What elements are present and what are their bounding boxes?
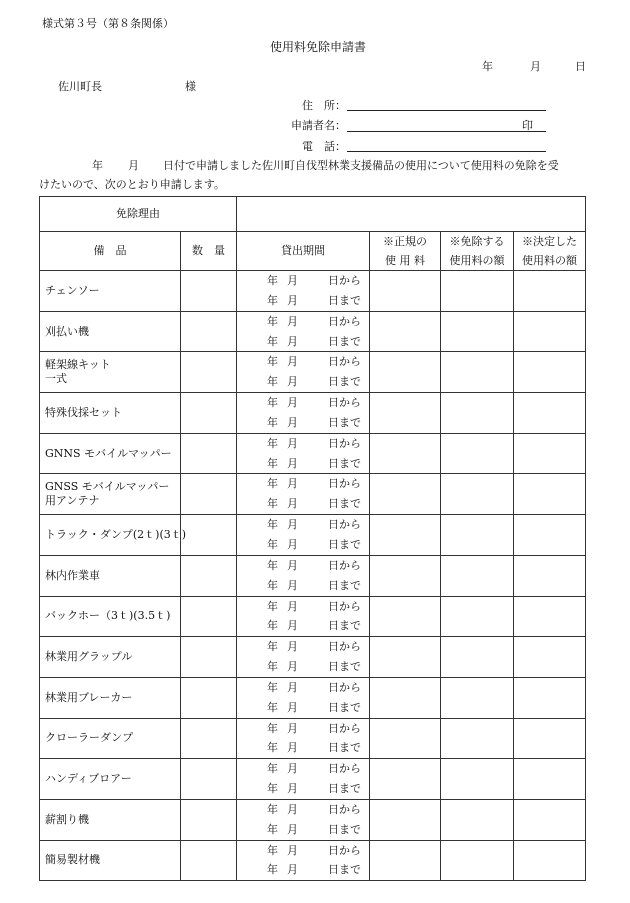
exempt-fee-cell[interactable] [441, 515, 514, 556]
period-to-month: 月 [287, 741, 298, 755]
period-cell[interactable] [237, 555, 370, 596]
period-to-month: 月 [287, 578, 298, 592]
header-regular-fee [370, 232, 441, 271]
period-to-year: 年 [267, 537, 278, 551]
exempt-fee-cell[interactable] [441, 433, 514, 474]
exempt-fee-cell[interactable] [441, 637, 514, 678]
exempt-fee-cell[interactable] [441, 474, 514, 515]
item-name-cell [40, 799, 181, 840]
intro-year: 年 [92, 159, 103, 172]
period-to-year: 年 [267, 782, 278, 796]
period-from-line [237, 800, 369, 820]
date-month-label: 月 [530, 60, 541, 73]
period-from-line [237, 597, 369, 617]
period-from-line [237, 515, 369, 535]
period-to-day: 日まで [328, 415, 361, 429]
period-from-month: 月 [287, 802, 298, 816]
period-to-day: 日まで [328, 375, 361, 389]
period-to-line [237, 860, 369, 880]
period-from-year: 年 [267, 274, 278, 288]
quantity-cell[interactable] [181, 637, 237, 678]
exemption-reason-field[interactable] [237, 197, 586, 232]
item-name-line1: ハンディブロアー [45, 772, 132, 786]
table-row [40, 474, 586, 515]
decided-fee-cell[interactable] [514, 759, 586, 800]
period-cell[interactable] [237, 799, 370, 840]
decided-fee-cell[interactable] [514, 718, 586, 759]
item-name-line1: GNSS モバイルマッパー [45, 480, 170, 494]
period-to-line [237, 413, 369, 433]
date-day-label: 日 [575, 60, 586, 73]
period-from-day: 日から [328, 721, 361, 735]
regular-fee-cell[interactable] [370, 515, 441, 556]
regular-fee-cell[interactable] [370, 352, 441, 393]
period-from-day: 日から [328, 640, 361, 654]
exempt-fee-cell[interactable] [441, 677, 514, 718]
period-to-year: 年 [267, 660, 278, 674]
applicant-name-field[interactable] [347, 131, 546, 132]
period-to-line [237, 535, 369, 555]
quantity-cell[interactable] [181, 718, 237, 759]
period-to-year: 年 [267, 334, 278, 348]
period-to-year: 年 [267, 415, 278, 429]
decided-fee-cell[interactable] [514, 677, 586, 718]
quantity-cell[interactable] [181, 840, 237, 881]
regular-fee-cell[interactable] [370, 759, 441, 800]
quantity-cell[interactable] [181, 393, 237, 434]
regular-fee-cell[interactable] [370, 433, 441, 474]
item-name-cell [40, 311, 181, 352]
regular-fee-cell[interactable] [370, 677, 441, 718]
period-to-month: 月 [287, 660, 298, 674]
period-to-month: 月 [287, 619, 298, 633]
header-decided-fee [514, 232, 586, 271]
exempt-fee-cell[interactable] [441, 759, 514, 800]
period-from-line [237, 474, 369, 494]
period-to-month: 月 [287, 537, 298, 551]
period-to-day: 日まで [328, 497, 361, 511]
period-from-month: 月 [287, 274, 298, 288]
decided-fee-cell[interactable] [514, 515, 586, 556]
decided-fee-cell[interactable] [514, 311, 586, 352]
decided-fee-cell[interactable] [514, 840, 586, 881]
header-row [40, 232, 586, 271]
item-name-cell [40, 393, 181, 434]
period-to-day: 日まで [328, 700, 361, 714]
period-to-day: 日まで [328, 660, 361, 674]
quantity-cell[interactable] [181, 596, 237, 637]
period-cell[interactable] [237, 271, 370, 312]
date-year-label: 年 [482, 60, 493, 73]
period-from-day: 日から [328, 274, 361, 288]
period-to-month: 月 [287, 497, 298, 511]
period-cell[interactable] [237, 433, 370, 474]
period-to-year: 年 [267, 700, 278, 714]
table-row [40, 433, 586, 474]
period-to-year: 年 [267, 375, 278, 389]
item-name-line1: GNNS モバイルマッパー [45, 446, 172, 460]
item-name-line1: 林業用ブレーカー [45, 690, 133, 704]
regular-fee-cell[interactable] [370, 271, 441, 312]
period-from-year: 年 [267, 802, 278, 816]
period-from-year: 年 [267, 355, 278, 369]
header-exempt-fee-line1: ※免除する [449, 235, 505, 248]
period-from-line [237, 312, 369, 332]
period-from-day: 日から [328, 436, 361, 450]
period-to-day: 日まで [328, 578, 361, 592]
period-from-line [237, 271, 369, 291]
form-number: 様式第３号（第８条関係） [42, 17, 174, 30]
header-exempt-fee [441, 232, 514, 271]
table-row [40, 515, 586, 556]
exempt-fee-cell[interactable] [441, 799, 514, 840]
exempt-fee-cell[interactable] [441, 393, 514, 434]
period-to-day: 日まで [328, 334, 361, 348]
regular-fee-cell[interactable] [370, 555, 441, 596]
period-to-month: 月 [287, 782, 298, 796]
period-from-month: 月 [287, 558, 298, 572]
period-from-day: 日から [328, 355, 361, 369]
table-row [40, 393, 586, 434]
period-to-line [237, 454, 369, 474]
period-from-day: 日から [328, 558, 361, 572]
table-row [40, 840, 586, 881]
period-cell[interactable] [237, 474, 370, 515]
period-to-month: 月 [287, 700, 298, 714]
quantity-cell[interactable] [181, 759, 237, 800]
item-name-line1: 簡易製材機 [45, 853, 100, 867]
period-to-month: 月 [287, 822, 298, 836]
period-to-year: 年 [267, 822, 278, 836]
exempt-fee-cell[interactable] [441, 596, 514, 637]
decided-fee-cell[interactable] [514, 352, 586, 393]
exemption-reason-row [40, 197, 586, 232]
quantity-cell[interactable] [181, 311, 237, 352]
address-field[interactable] [347, 110, 546, 111]
period-to-year: 年 [267, 741, 278, 755]
period-from-year: 年 [267, 558, 278, 572]
period-from-day: 日から [328, 599, 361, 613]
period-to-line [237, 372, 369, 392]
addressee-name: 佐川町長 [58, 80, 102, 93]
exempt-fee-cell[interactable] [441, 311, 514, 352]
period-from-year: 年 [267, 314, 278, 328]
decided-fee-cell[interactable] [514, 433, 586, 474]
phone-field[interactable] [347, 151, 546, 152]
period-to-month: 月 [287, 456, 298, 470]
period-to-line [237, 494, 369, 514]
exempt-fee-cell[interactable] [441, 840, 514, 881]
period-from-line [237, 719, 369, 739]
period-from-line [237, 434, 369, 454]
period-cell[interactable] [237, 718, 370, 759]
item-name-line1: トラック・ダンプ(2ｔ)(3ｔ) [45, 527, 187, 541]
item-name-cell [40, 555, 181, 596]
address-label: 住 所： [302, 99, 346, 112]
item-name-line1: クローラーダンプ [45, 731, 134, 745]
decided-fee-cell[interactable] [514, 271, 586, 312]
period-cell[interactable] [237, 515, 370, 556]
regular-fee-cell[interactable] [370, 799, 441, 840]
quantity-cell[interactable] [181, 677, 237, 718]
period-to-year: 年 [267, 578, 278, 592]
period-to-day: 日まで [328, 822, 361, 836]
phone-label: 電 話： [302, 140, 346, 153]
item-name-line1: 林内作業車 [45, 568, 100, 582]
period-cell[interactable] [237, 596, 370, 637]
period-to-year: 年 [267, 293, 278, 307]
period-from-year: 年 [267, 599, 278, 613]
period-from-year: 年 [267, 721, 278, 735]
quantity-cell[interactable] [181, 799, 237, 840]
period-from-line [237, 393, 369, 413]
item-name-line1: 薪割り機 [45, 812, 89, 826]
item-name-cell [40, 474, 181, 515]
item-name-line1: 林業用グラップル [45, 650, 133, 664]
period-to-year: 年 [267, 497, 278, 511]
period-from-month: 月 [287, 721, 298, 735]
quantity-cell[interactable] [181, 433, 237, 474]
period-from-month: 月 [287, 396, 298, 410]
item-name-cell [40, 759, 181, 800]
header-regular-fee-line1: ※正規の [383, 235, 427, 248]
item-name-cell [40, 718, 181, 759]
period-to-line [237, 616, 369, 636]
period-from-month: 月 [287, 680, 298, 694]
period-from-line [237, 637, 369, 657]
item-name-cell [40, 271, 181, 312]
quantity-cell[interactable] [181, 555, 237, 596]
item-name-cell [40, 433, 181, 474]
regular-fee-cell[interactable] [370, 840, 441, 881]
regular-fee-cell[interactable] [370, 637, 441, 678]
table-row [40, 555, 586, 596]
item-name-cell [40, 677, 181, 718]
period-cell[interactable] [237, 393, 370, 434]
period-from-month: 月 [287, 518, 298, 532]
item-name-line1: 特殊伐採セット [45, 405, 122, 419]
period-from-day: 日から [328, 802, 361, 816]
quantity-cell[interactable] [181, 271, 237, 312]
period-from-line [237, 841, 369, 861]
header-item: 備 品 [40, 232, 181, 271]
item-name-cell [40, 840, 181, 881]
table-row [40, 311, 586, 352]
period-to-line [237, 291, 369, 311]
header-quantity: 数 量 [181, 232, 237, 271]
item-name-line2: 一式 [45, 372, 67, 386]
table-row [40, 271, 586, 312]
period-to-month: 月 [287, 293, 298, 307]
decided-fee-cell[interactable] [514, 596, 586, 637]
period-from-month: 月 [287, 640, 298, 654]
period-to-day: 日まで [328, 537, 361, 551]
period-to-line [237, 698, 369, 718]
applicant-name-label: 申請者名： [291, 119, 346, 132]
period-from-year: 年 [267, 436, 278, 450]
period-to-month: 月 [287, 863, 298, 877]
period-to-year: 年 [267, 619, 278, 633]
table-row [40, 677, 586, 718]
decided-fee-cell[interactable] [514, 393, 586, 434]
table-row [40, 352, 586, 393]
exempt-fee-cell[interactable] [441, 271, 514, 312]
period-from-year: 年 [267, 477, 278, 491]
item-name-line1: 刈払い機 [45, 324, 89, 338]
period-from-year: 年 [267, 640, 278, 654]
page-title: 使用料免除申請書 [270, 40, 367, 54]
period-from-day: 日から [328, 680, 361, 694]
period-to-day: 日まで [328, 863, 361, 877]
period-to-day: 日まで [328, 741, 361, 755]
period-to-line [237, 820, 369, 840]
period-to-line [237, 657, 369, 677]
item-name-cell [40, 596, 181, 637]
period-cell[interactable] [237, 677, 370, 718]
item-name-cell [40, 352, 181, 393]
period-cell[interactable] [237, 352, 370, 393]
table-row [40, 759, 586, 800]
period-from-year: 年 [267, 518, 278, 532]
period-from-year: 年 [267, 396, 278, 410]
regular-fee-cell[interactable] [370, 474, 441, 515]
period-from-line [237, 352, 369, 372]
quantity-cell[interactable] [181, 474, 237, 515]
period-from-day: 日から [328, 843, 361, 857]
decided-fee-cell[interactable] [514, 637, 586, 678]
exemption-reason-label: 免除理由 [40, 197, 237, 232]
period-from-month: 月 [287, 314, 298, 328]
period-to-month: 月 [287, 334, 298, 348]
period-to-day: 日まで [328, 293, 361, 307]
header-decided-fee-line2: 使用料の額 [522, 254, 577, 267]
period-to-year: 年 [267, 863, 278, 877]
header-decided-fee-line1: ※決定した [522, 235, 577, 248]
application-table [39, 196, 586, 881]
period-from-day: 日から [328, 314, 361, 328]
item-name-line1: 軽架線キット [45, 358, 111, 372]
period-from-day: 日から [328, 518, 361, 532]
period-from-month: 月 [287, 843, 298, 857]
period-to-day: 日まで [328, 456, 361, 470]
decided-fee-cell[interactable] [514, 799, 586, 840]
period-from-day: 日から [328, 477, 361, 491]
period-from-line [237, 678, 369, 698]
quantity-cell[interactable] [181, 515, 237, 556]
period-to-line [237, 738, 369, 758]
table-row [40, 596, 586, 637]
period-from-line [237, 759, 369, 779]
table-row [40, 799, 586, 840]
header-exempt-fee-line2: 使用料の額 [449, 254, 505, 267]
header-regular-fee-line2: 使 用 料 [385, 254, 425, 267]
decided-fee-cell[interactable] [514, 555, 586, 596]
period-to-year: 年 [267, 456, 278, 470]
regular-fee-cell[interactable] [370, 718, 441, 759]
item-name-cell [40, 515, 187, 556]
item-name-cell [40, 637, 181, 678]
period-from-month: 月 [287, 762, 298, 776]
decided-fee-cell[interactable] [514, 474, 586, 515]
regular-fee-cell[interactable] [370, 393, 441, 434]
item-name-line1: チェンソー [45, 283, 100, 297]
regular-fee-cell[interactable] [370, 596, 441, 637]
seal-mark: 印 [522, 119, 533, 132]
period-from-month: 月 [287, 477, 298, 491]
period-cell[interactable] [237, 759, 370, 800]
regular-fee-cell[interactable] [370, 311, 441, 352]
period-to-day: 日まで [328, 619, 361, 633]
header-period: 貸出期間 [237, 232, 370, 271]
period-to-month: 月 [287, 415, 298, 429]
quantity-cell[interactable] [181, 352, 237, 393]
exempt-fee-cell[interactable] [441, 718, 514, 759]
period-from-year: 年 [267, 680, 278, 694]
addressee-honorific: 様 [185, 80, 196, 93]
table-row [40, 637, 586, 678]
period-to-line [237, 576, 369, 596]
period-from-day: 日から [328, 762, 361, 776]
table-row [40, 718, 586, 759]
period-from-year: 年 [267, 843, 278, 857]
period-from-line [237, 556, 369, 576]
item-name-line1: バックホー（3ｔ)(3.5ｔ) [45, 609, 171, 623]
period-from-day: 日から [328, 396, 361, 410]
exempt-fee-cell[interactable] [441, 352, 514, 393]
period-cell[interactable] [237, 637, 370, 678]
period-to-line [237, 779, 369, 799]
period-from-month: 月 [287, 355, 298, 369]
exempt-fee-cell[interactable] [441, 555, 514, 596]
period-from-year: 年 [267, 762, 278, 776]
period-cell[interactable] [237, 840, 370, 881]
item-name-line2: 用アンテナ [45, 494, 100, 508]
intro-text-line2: けたいので、次のとおり申請します。 [39, 178, 225, 191]
period-from-month: 月 [287, 599, 298, 613]
period-to-line [237, 332, 369, 352]
intro-month: 月 [128, 159, 139, 172]
period-from-month: 月 [287, 436, 298, 450]
period-to-month: 月 [287, 375, 298, 389]
period-cell[interactable] [237, 311, 370, 352]
intro-text-line1: 日付で申請しました佐川町自伐型林業支援備品の使用について使用料の免除を受 [163, 159, 559, 172]
period-to-day: 日まで [328, 782, 361, 796]
